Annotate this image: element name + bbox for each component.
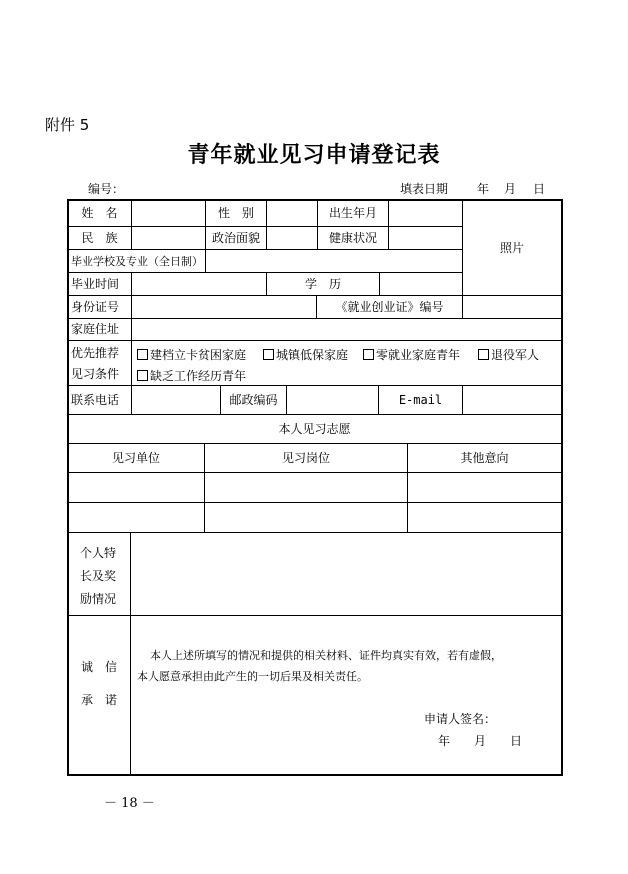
- priority-label-2: 见习条件: [71, 367, 120, 381]
- gender-label: 性 别: [217, 206, 254, 220]
- grad-time-label: 毕业时间: [71, 277, 120, 291]
- school-label: 毕业学校及专业（全日制）: [71, 255, 203, 268]
- name-input[interactable]: [132, 200, 205, 226]
- birth-input[interactable]: [389, 200, 462, 226]
- date-year-label: 年: [477, 182, 490, 196]
- signature-label: 申请人签名：: [424, 712, 497, 726]
- cert-number-label: 《就业创业证》编号: [335, 300, 444, 314]
- postal-label: 邮政编码: [229, 393, 278, 407]
- wish-header: 本人见习志愿: [278, 422, 351, 436]
- specialty-label-2: 长及奖: [80, 569, 117, 583]
- ethnicity-label: 民 族: [81, 231, 118, 245]
- photo-label: 照片: [499, 241, 524, 255]
- health-label: 健康状况: [328, 231, 377, 245]
- birth-label: 出生年月: [328, 206, 377, 220]
- checkbox[interactable]: [363, 349, 374, 360]
- education-label: 学 历: [304, 277, 341, 291]
- id-number-input[interactable]: [132, 296, 316, 318]
- promise-label-2: 承 诺: [81, 693, 118, 707]
- email-input[interactable]: [463, 386, 561, 414]
- political-label: 政治面貌: [211, 231, 260, 245]
- option-no-experience[interactable]: 缺乏工作经历青年: [137, 367, 246, 384]
- wish-post-input-1[interactable]: [205, 473, 407, 502]
- wish-other-input-1[interactable]: [408, 473, 561, 502]
- specialty-input[interactable]: [131, 533, 561, 615]
- number-label: 编号：: [88, 182, 125, 196]
- email-label: E-mail: [398, 393, 443, 407]
- option-poverty[interactable]: 建档立卡贫困家庭: [137, 346, 246, 363]
- phone-label: 联系电话: [71, 393, 120, 407]
- option-low-income[interactable]: 城镇低保家庭: [263, 346, 348, 363]
- specialty-label-1: 个人特: [80, 546, 117, 560]
- wish-post-input-2[interactable]: [205, 503, 407, 532]
- address-label: 家庭住址: [71, 322, 120, 336]
- promise-text-2: 本人愿意承担由此产生的一切后果及相关责任。: [137, 670, 368, 683]
- wish-other-input-2[interactable]: [408, 503, 561, 532]
- promise-text-1: 本人上述所填写的情况和提供的相关材料、证件均真实有效，若有虚假，: [150, 649, 502, 662]
- wish-unit-input-1[interactable]: [68, 473, 204, 502]
- option-veteran[interactable]: 退役军人: [478, 346, 539, 363]
- grad-time-input[interactable]: [132, 273, 266, 295]
- political-input[interactable]: [267, 227, 317, 249]
- page-number: － 18 －: [104, 796, 155, 811]
- school-input[interactable]: [206, 250, 462, 272]
- health-input[interactable]: [389, 227, 462, 249]
- id-number-label: 身份证号: [71, 300, 120, 314]
- priority-label-1: 优先推荐: [71, 346, 120, 360]
- name-label: 姓 名: [81, 206, 118, 220]
- sign-date-label: 年 月 日: [438, 734, 523, 748]
- specialty-label-3: 励情况: [80, 592, 117, 606]
- date-month-label: 月: [504, 182, 517, 196]
- checkbox[interactable]: [478, 349, 489, 360]
- checkbox[interactable]: [137, 349, 148, 360]
- col-post: 见习岗位: [281, 451, 330, 465]
- education-input[interactable]: [380, 273, 462, 295]
- ethnicity-input[interactable]: [132, 227, 205, 249]
- gender-input[interactable]: [267, 200, 317, 226]
- checkbox[interactable]: [263, 349, 274, 360]
- cert-number-input[interactable]: [463, 296, 561, 318]
- attachment-label: 附件 5: [45, 116, 90, 134]
- col-other: 其他意向: [460, 451, 509, 465]
- promise-label-1: 诚 信: [81, 660, 118, 674]
- wish-unit-input-2[interactable]: [68, 503, 204, 532]
- fill-date-label: 填表日期: [400, 182, 449, 196]
- date-day-label: 日: [533, 182, 546, 196]
- postal-input[interactable]: [287, 386, 378, 414]
- col-unit: 见习单位: [111, 451, 160, 465]
- option-zero-employment[interactable]: 零就业家庭青年: [363, 346, 460, 363]
- page-title: 青年就业见习申请登记表: [187, 142, 441, 168]
- address-input[interactable]: [132, 319, 561, 340]
- phone-input[interactable]: [132, 386, 220, 414]
- checkbox[interactable]: [137, 370, 148, 381]
